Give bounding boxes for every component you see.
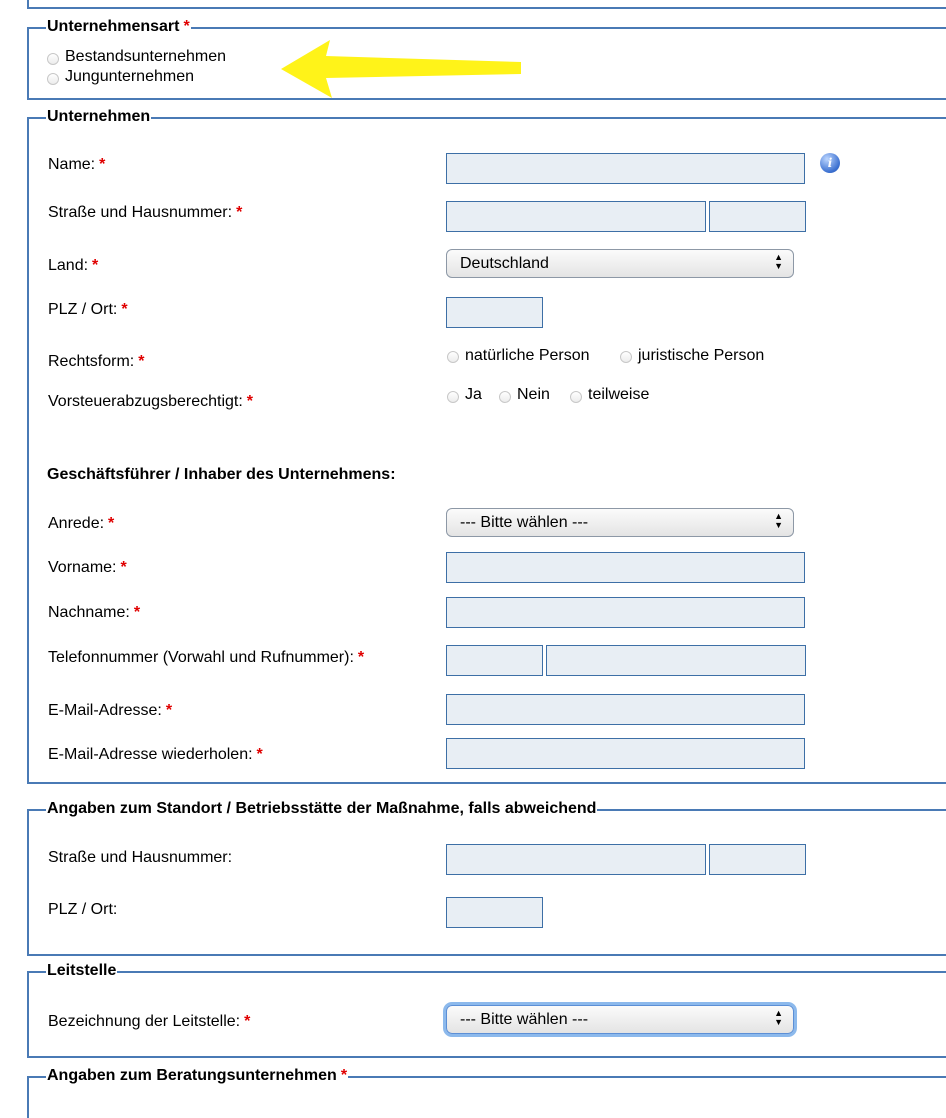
standort-strasse-input[interactable] <box>446 844 706 875</box>
land-label: Land: * <box>48 257 99 274</box>
radio-label-juristische-person: juristische Person <box>638 347 765 364</box>
anrede-label: Anrede: * <box>48 515 115 532</box>
radio-label-natuerliche-person: natürliche Person <box>465 347 590 364</box>
vorname-input[interactable] <box>446 552 805 583</box>
email-repeat-label: E-Mail-Adresse wiederholen: * <box>48 746 263 763</box>
select-arrows-icon: ▲ ▼ <box>774 511 783 530</box>
email-input[interactable] <box>446 694 805 725</box>
radio-label-nein: Nein <box>517 386 550 403</box>
gf-heading: Geschäftsführer / Inhaber des Unternehmens: <box>47 466 396 483</box>
nachname-input[interactable] <box>446 597 805 628</box>
vorsteuer-label: Vorsteuerabzugsberechtigt: * <box>48 393 254 410</box>
plz-label: PLZ / Ort: * <box>48 301 128 318</box>
email-repeat-input[interactable] <box>446 738 805 769</box>
standort-strasse-label: Straße und Hausnummer: <box>48 849 233 866</box>
select-arrows-icon: ▲ ▼ <box>774 252 783 271</box>
standort-plz-input[interactable] <box>446 897 543 928</box>
nachname-label: Nachname: * <box>48 604 141 621</box>
standort-plz-label: PLZ / Ort: <box>48 901 118 918</box>
radio-label-teilweise: teilweise <box>588 386 650 403</box>
strasse-label: Straße und Hausnummer: * <box>48 204 243 221</box>
radio-juristische-person[interactable] <box>620 351 632 363</box>
land-select[interactable] <box>446 249 794 278</box>
vorname-label: Vorname: * <box>48 559 127 576</box>
info-icon[interactable]: i <box>820 153 840 173</box>
previous-fieldset-border <box>27 0 946 9</box>
rechtsform-label: Rechtsform: * <box>48 353 145 370</box>
strasse-input[interactable] <box>446 201 706 232</box>
anrede-select-value: --- Bitte wählen --- <box>460 514 589 531</box>
anrede-select[interactable] <box>446 508 794 537</box>
legend-standort: Angaben zum Standort / Betriebsstätte der Maßnahme, falls abweichend <box>47 800 597 817</box>
rufnummer-input[interactable] <box>546 645 806 676</box>
leitstelle-label: Bezeichnung der Leitstelle: * <box>48 1013 251 1030</box>
required-marker: * <box>340 1067 348 1084</box>
leitstelle-select-value: --- Bitte wählen --- <box>460 1011 589 1028</box>
legend-beratung: Angaben zum Beratungsunternehmen * <box>47 1067 348 1084</box>
select-arrows-icon: ▲ ▼ <box>774 1008 783 1027</box>
required-marker: * <box>183 18 190 35</box>
legend-unternehmensart: Unternehmensart * <box>47 18 190 35</box>
annotation-arrow-icon <box>278 36 528 102</box>
email-label: E-Mail-Adresse: * <box>48 702 173 719</box>
radio-bestandsunternehmen[interactable] <box>47 53 59 65</box>
radio-natuerliche-person[interactable] <box>447 351 459 363</box>
legend-leitstelle: Leitstelle <box>47 962 117 979</box>
radio-vorsteuer-nein[interactable] <box>499 391 511 403</box>
radio-label-jungunternehmen: Jungunternehmen <box>65 68 194 85</box>
leitstelle-select[interactable] <box>446 1005 794 1034</box>
hausnummer-input[interactable] <box>709 201 806 232</box>
vorwahl-input[interactable] <box>446 645 543 676</box>
plz-input[interactable] <box>446 297 543 328</box>
name-label: Name: * <box>48 156 106 173</box>
legend-unternehmen: Unternehmen <box>47 108 151 125</box>
radio-label-bestandsunternehmen: Bestandsunternehmen <box>65 48 226 65</box>
name-input[interactable] <box>446 153 805 184</box>
fieldset-standort <box>27 800 946 956</box>
telefon-label: Telefonnummer (Vorwahl und Rufnummer): * <box>48 649 365 666</box>
radio-label-ja: Ja <box>465 386 482 403</box>
fieldset-beratung <box>27 1067 946 1118</box>
radio-vorsteuer-ja[interactable] <box>447 391 459 403</box>
standort-hausnummer-input[interactable] <box>709 844 806 875</box>
radio-vorsteuer-teilweise[interactable] <box>570 391 582 403</box>
land-select-value: Deutschland <box>460 255 549 272</box>
radio-jungunternehmen[interactable] <box>47 73 59 85</box>
